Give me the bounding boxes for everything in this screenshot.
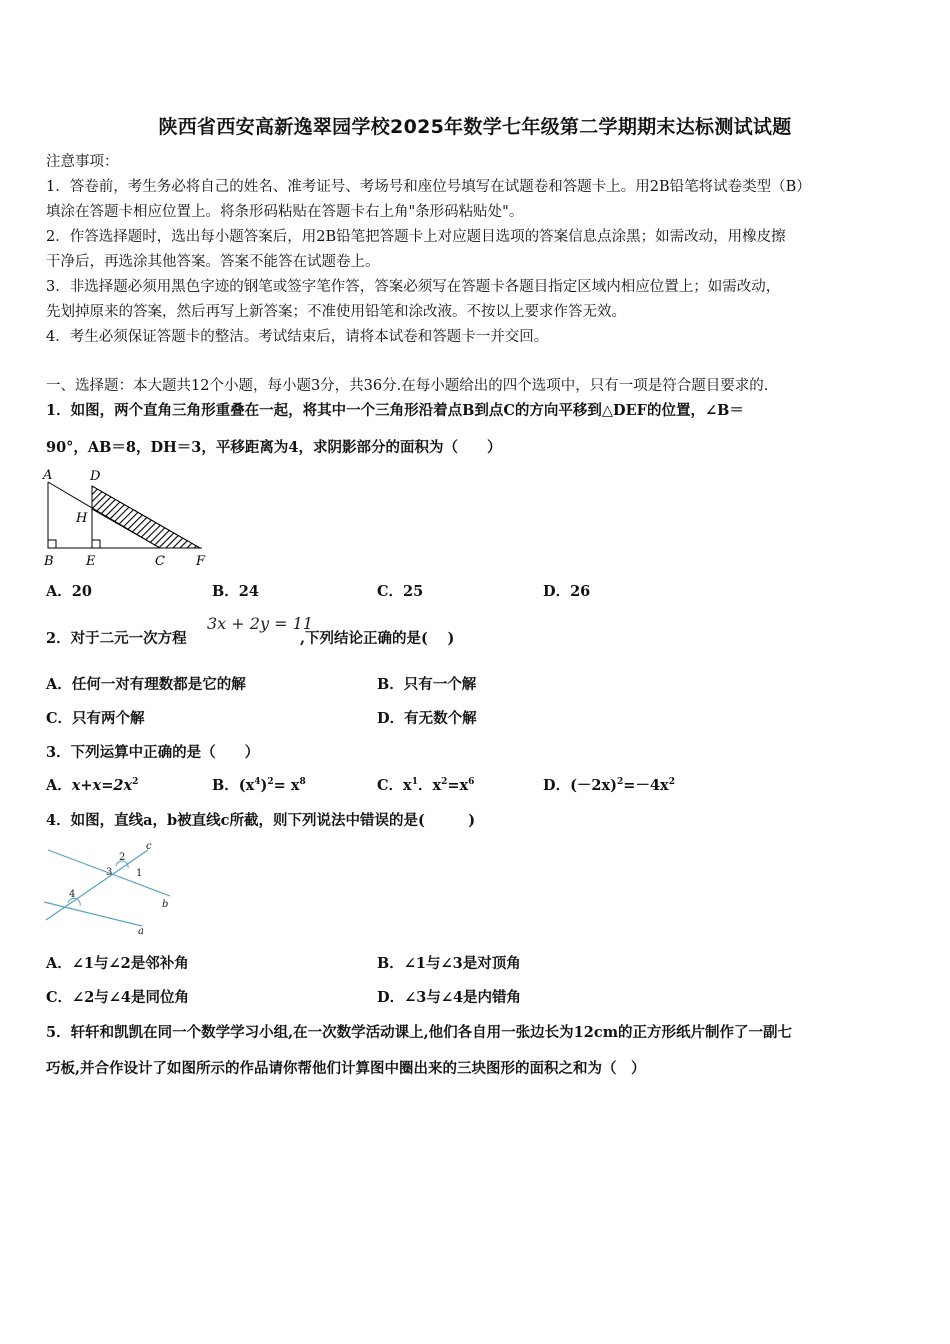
q1-triangle-figure — [42, 466, 214, 570]
notice-line: 3．非选择题必须用黑色字迹的钢笔或签字笔作答，答案必须写在答题卡各题目指定区域内相应位置上；如需改动， — [46, 279, 781, 295]
q1-option-b: B．24 — [212, 583, 259, 600]
q3-stem: 3．下列运算中正确的是（ ） — [46, 744, 260, 761]
q1-option-d: D．26 — [543, 583, 591, 600]
label-a: a — [138, 926, 144, 936]
notice-line: 1．答卷前，考生务必将自己的姓名、准考证号、考场号和座位号填写在试题卷和答题卡上。用2B铅笔将试卷类型（B） — [46, 179, 811, 195]
label-B: B — [44, 554, 54, 569]
q4-stem: 4．如图，直线a，b被直线c所截，则下列说法中错误的是( ) — [46, 812, 476, 829]
q4-option-d: D．∠3与∠4是内错角 — [377, 989, 522, 1006]
label-F: F — [196, 554, 206, 569]
q5-stem-line2: 巧板,并合作设计了如图所示的作品请你帮他们计算图中圈出来的三块图形的面积之和为（ ） — [46, 1060, 646, 1077]
q4-option-a: A．∠1与∠2是邻补角 — [46, 955, 189, 972]
q2-stem-prefix: 2．对于二元一次方程 — [46, 630, 187, 647]
q1-stem-line2: 90°，AB＝8，DH＝3，平移距离为4，求阴影部分的面积为（ ） — [46, 439, 502, 456]
label-b: b — [162, 899, 169, 910]
q4-option-c: C．∠2与∠4是同位角 — [46, 989, 190, 1006]
q2-equation: 3x + 2y = 11 — [207, 614, 313, 633]
q3-option-d: D．$(-2x)^2=-4x^2$ — [543, 777, 675, 794]
q4-lines-figure — [42, 840, 182, 936]
q5-stem-line1: 5．轩轩和凯凯在同一个数学学习小组,在一次数学活动课上,他们各自用一张边长为12cm的正方形纸片制作了一副七 — [46, 1024, 793, 1041]
label-1: 1 — [136, 868, 143, 879]
notice-line: 填涂在答题卡相应位置上。将条形码粘贴在答题卡右上角"条形码粘贴处"。 — [46, 204, 524, 220]
line-c — [46, 850, 148, 920]
q2-option-b: B．只有一个解 — [377, 676, 477, 693]
section-heading: 一、选择题：本大题共12个小题，每小题3分，共36分.在每小题给出的四个选项中，只有一项是符合题目要求的. — [46, 378, 769, 394]
label-2: 2 — [119, 852, 126, 863]
q1-option-a: A．20 — [46, 583, 92, 600]
label-3: 3 — [106, 867, 113, 878]
page-title: 陕西省西安高新逸翠园学校2025年数学七年级第二学期期末达标测试试题 — [158, 116, 792, 138]
notice-line: 2．作答选择题时，选出每小题答案后，用2B铅笔把答题卡上对应题目选项的答案信息点涂黑；如需改动，用橡皮擦 — [46, 229, 786, 245]
notice-line: 先划掉原来的答案，然后再写上新答案；不准使用铅笔和涂改液。不按以上要求作答无效。 — [46, 304, 626, 320]
line-a — [44, 902, 142, 926]
q2-option-a: A．任何一对有理数都是它的解 — [46, 676, 246, 693]
q3-option-a: A．$x+x=2x^2$ — [46, 777, 139, 794]
label-4: 4 — [69, 889, 76, 900]
label-D: D — [90, 469, 101, 484]
q2-stem-suffix: ,下列结论正确的是( ) — [300, 630, 455, 647]
notice-heading: 注意事项： — [46, 154, 119, 170]
label-A: A — [43, 468, 53, 483]
q4-option-b: B．∠1与∠3是对顶角 — [377, 955, 521, 972]
q1-stem-line1: 1．如图，两个直角三角形重叠在一起，将其中一个三角形沿着点B到点C的方向平移到△DEF的位置，∠B＝ — [46, 402, 744, 419]
notice-line: 4．考生必须保证答题卡的整洁。考试结束后，请将本试卷和答题卡一并交回。 — [46, 329, 549, 345]
q2-option-c: C．只有两个解 — [46, 710, 145, 727]
label-E: E — [86, 554, 96, 569]
label-H: H — [76, 511, 88, 526]
q2-option-d: D．有无数个解 — [377, 710, 477, 727]
label-c: c — [146, 841, 152, 852]
q1-option-c: C．25 — [377, 583, 424, 600]
q3-option-c: C．$x^1$．$x^2=x^6$ — [377, 777, 475, 794]
notice-line: 干净后，再选涂其他答案。答案不能答在试题卷上。 — [46, 254, 380, 270]
label-C: C — [155, 554, 165, 569]
q3-option-b: B．$(x^4)^2= x^8$ — [212, 777, 306, 794]
